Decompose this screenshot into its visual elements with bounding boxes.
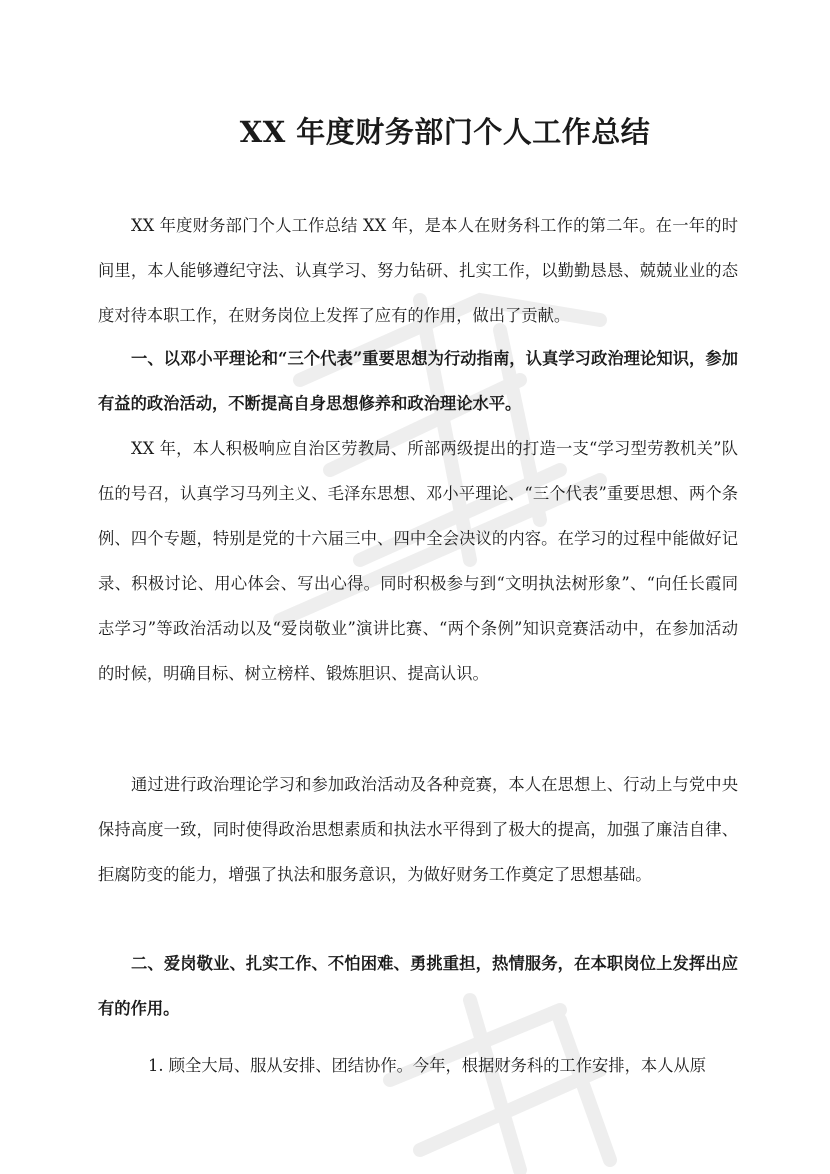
document-title: XX 年度财务部门个人工作总结 (239, 115, 651, 149)
body-paragraph-2: 通过进行政治理论学习和参加政治活动及各种竞赛，本人在思想上、行动上与党中央保持高度一致，同时使得政治思想素质和执法水平得到了极大的提高，加强了廉洁自律、拒腐防变的能力，增强了执法和服务意识，为做好财务工作奠定了思想基础。 (98, 775, 738, 884)
section-heading-1: 一、以邓小平理论和“三个代表”重要思想为行动指南，认真学习政治理论知识，参加有益的政治活动，不断提高自身思想修养和政治理论水平。 (98, 349, 738, 413)
section-heading-2: 二、爱岗敬业、扎实工作、不怕困难、勇挑重担，热情服务，在本职岗位上发挥出应有的作用。 (98, 954, 738, 1018)
list-item-1: 1. 顾全大局、服从安排、团结协作。今年，根据财务科的工作安排，本人从原 (148, 1056, 706, 1075)
intro-paragraph: XX 年度财务部门个人工作总结 XX 年，是本人在财务科工作的第二年。在一年的时间里，本人能够遵纪守法、认真学习、努力钻研、扎实工作，以勤勤恳恳、兢兢业业的态度对待本职工作，在财务岗位上发挥了应有的作用，做出了贡献。 (98, 216, 738, 325)
body-paragraph-1: XX 年，本人积极响应自治区劳教局、所部两级提出的打造一支“学习型劳教机关”队伍的号召，认真学习马列主义、毛泽东思想、邓小平理论、“三个代表”重要思想、两个条例、四个专题，特别是党的十六届三中、四中全会决议的内容。在学习的过程中能做好记录、积极讨论、用心体会、写出心得。同时积极参与到“文明执法树形象”、“向任长霞同志学习”等政治活动以及“爱岗敬业”演讲比赛、“两个条例”知识竞赛活动中，在参加活动的时候，明确目标、树立榜样、锻炼胆识、提高认识。 (98, 439, 738, 683)
